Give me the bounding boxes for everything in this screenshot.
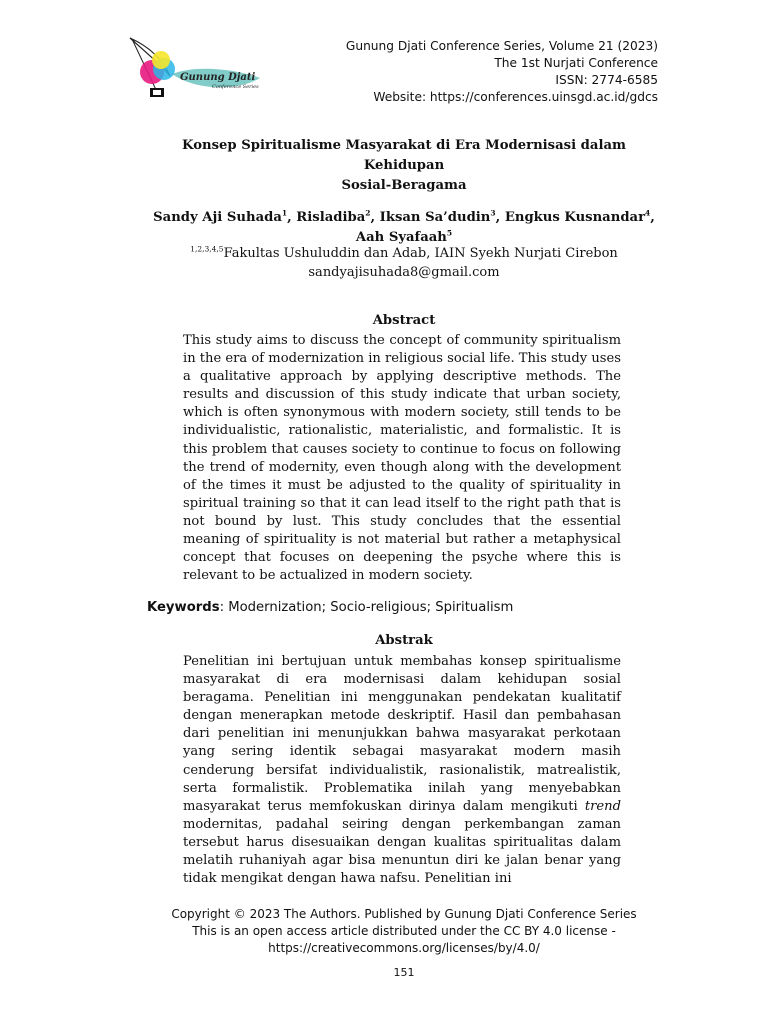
logo-graphic <box>128 36 264 102</box>
title-line-2: Sosial-Beragama <box>341 178 467 193</box>
author: Risladiba$^2$, <box>296 208 380 225</box>
copyright-line: Copyright © 2023 The Authors. Published by Gunung Djati Conference Series <box>171 907 637 921</box>
website-line[interactable]: Website: https://conferences.uinsgd.ac.id/gdcs <box>373 90 658 104</box>
keywords <box>147 600 513 615</box>
paper-title <box>140 136 668 196</box>
abstrak-text: Penelitian ini bertujuan untuk membahas konsep spiritualisme masyarakat di era modernisasi dalam kehidupan sosial beragama. Penelitian ini menggunakan pendekatan kualitatif dengan menerapkan metode deskriptif. Hasil dan pembahasan dari penelitian ini menunjukkan bahwa masyarakat perkotaan yang sering identik sebagai masyarakat modern masih cenderung bersifat individualistik, rasionalistik, matrealistik, serta formalistik. Problematika inilah yang menyebabkan masyarakat terus memfokuskan dirinya dalam mengikuti trend modernitas, padahal seiring dengan perkembangan zaman tersebut harus disesuaikan dengan kualitas spiritualitas dalam melatih ruhaniyah agar bisa menuntun diri ke jalan benar yang tidak mengikat dengan hawa nafsu. Penelitian ini <box>183 654 621 887</box>
journal-header <box>346 38 658 106</box>
page-number: 151 <box>393 966 415 979</box>
logo-text: Gunung Djati <box>180 72 256 83</box>
abstrak-heading: Abstrak <box>375 633 433 648</box>
keywords-text: : Modernization; Socio-religious; Spiritualism <box>219 600 514 615</box>
author: Engkus Kusnandar$^4$, <box>504 208 655 225</box>
author: Sandy Aji Suhada$^1$, <box>153 208 297 225</box>
author-email[interactable]: sandyajisuhada8@gmail.com <box>308 265 500 280</box>
abstract-text: This study aims to discuss the concept of community spiritualism in the era of modernization in religious social life. This study uses a qualitative approach by applying descriptive methods. The results and discussion of this study indicate that urban society, which is often synonymous with modern society, still tends to be individualistic, rationalistic, materialistic, and formalistic. It is this problem that causes society to continue to focus on following the trend of modernity, even though along with the development of the times it must be adjusted to the quality of spirituality in spiritual training so that it can lead itself to the right path that is not bound by lust. This study concludes that the essential meaning of spirituality is not material but rather a metaphysical concept that focuses on deepening the psyche where this is relevant to be actualized in modern society. <box>183 333 621 584</box>
author-list <box>140 208 668 248</box>
license-url[interactable]: https://creativecommons.org/licenses/by/4.0/ <box>268 941 540 955</box>
affiliation: $^{1,2,3,4,5}$Fakultas Ushuluddin dan Adab, IAIN Syekh Nurjati Cirebon <box>190 244 618 261</box>
abstract-heading: Abstract <box>372 313 436 328</box>
license-footer <box>140 906 668 957</box>
conference-logo <box>128 36 264 102</box>
affiliation-block <box>140 244 668 282</box>
author: Iksan Sa’dudin$^3$, <box>379 208 505 225</box>
issn-line: ISSN: 2774-6585 <box>555 73 658 87</box>
title-line-1: Konsep Spiritualisme Masyarakat di Era Modernisasi dalam Kehidupan <box>182 138 626 173</box>
series-line: Gunung Djati Conference Series, Volume 21 (2023) <box>345 39 658 53</box>
license-line: This is an open access article distributed under the CC BY 4.0 license - <box>192 924 616 938</box>
italic-term: trend <box>584 798 621 814</box>
keywords-label: Keywords <box>147 600 220 615</box>
author: Aah Syafaah$^5$ <box>355 228 453 245</box>
logo-subtext: Conference Series <box>212 84 259 90</box>
conference-line: The 1st Nurjati Conference <box>494 56 658 70</box>
